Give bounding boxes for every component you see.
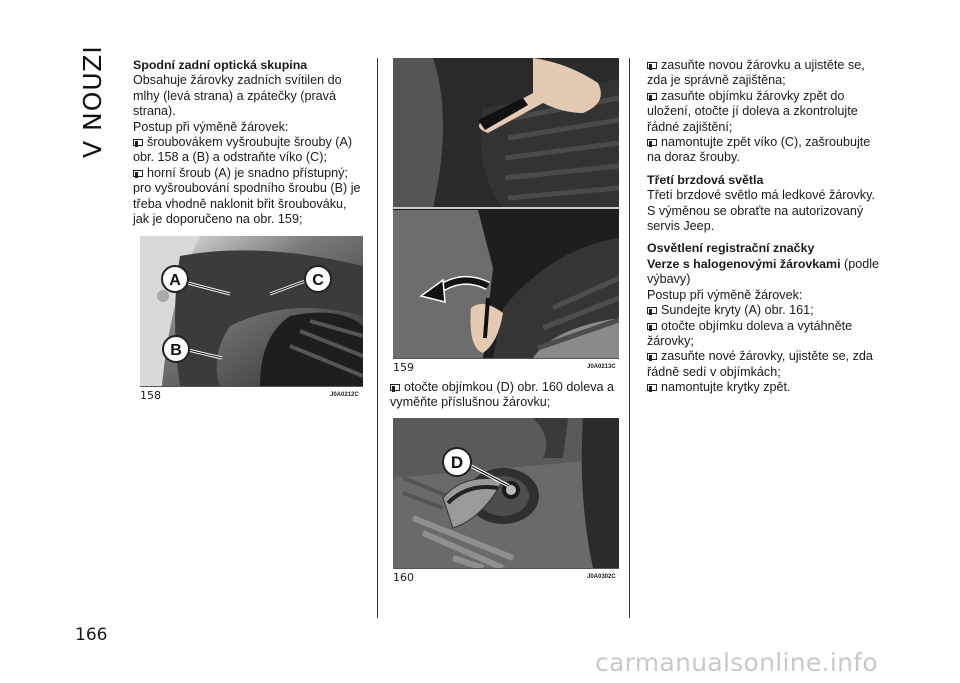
- text-line: zda je správně zajištěna;: [647, 73, 786, 88]
- text-line: otočte objímkou (D) obr. 160 doleva a: [404, 380, 615, 394]
- text-line: (podle: [840, 256, 880, 271]
- bullet-icon: [647, 384, 657, 391]
- text-line: řádné zajištění;: [647, 119, 733, 134]
- figure-158-photo: [140, 236, 363, 386]
- bullet-icon: [647, 353, 657, 360]
- text-line: výbavy): [647, 272, 691, 287]
- column-divider-2: [629, 58, 630, 618]
- text-line: otočte objímku doleva a vytáhněte: [661, 318, 853, 333]
- section-side-title: V NOUZI: [78, 45, 107, 158]
- bullet-icon: [647, 62, 657, 69]
- left-column: [133, 58, 369, 227]
- figure-160-photo: [393, 418, 619, 568]
- text-line: jak je doporučeno na obr. 159;: [133, 212, 303, 227]
- text-line: žárovky;: [647, 333, 694, 348]
- figure-rule: [393, 568, 619, 569]
- text-line: Obsahuje žárovky zadních svítilen do: [133, 73, 342, 88]
- text-line: strana).: [133, 104, 176, 119]
- text-line: Sundejte kryty (A) obr. 161;: [661, 303, 814, 318]
- text-line: Třetí brzdové světlo má ledkové žárovky.: [647, 188, 875, 203]
- text-line: obr. 158 a (B) a odstraňte víko (C);: [133, 150, 327, 165]
- column-divider-1: [377, 58, 378, 618]
- text-line: Postup při výměně žárovek:: [133, 119, 289, 134]
- bullet-icon: [647, 307, 657, 314]
- text-line: na doraz šrouby.: [647, 150, 740, 165]
- text-line: zasuňte novou žárovku a ujistěte se,: [661, 58, 865, 72]
- section-heading: Spodní zadní optická skupina: [133, 58, 308, 72]
- callout-d: D: [450, 453, 464, 472]
- text-line: uložení, otočte jí doleva a zkontrolujte: [647, 104, 858, 119]
- figure-158-number: 158: [140, 389, 161, 402]
- text-line: zasuňte nové žárovky, ujistěte se, zda: [661, 349, 873, 364]
- text-line: řádně sedí v objímkách;: [647, 364, 781, 379]
- bullet-icon: [390, 384, 400, 391]
- right-column: [647, 58, 897, 396]
- bullet-icon: [133, 139, 143, 146]
- text-line: pro vyšroubování spodního šroubu (B) je: [133, 181, 361, 196]
- text-line: namontujte zpět víko (C), zašroubujte: [661, 135, 871, 150]
- text-line: servis Jeep.: [647, 219, 715, 234]
- figure-rule: [393, 358, 619, 359]
- text-line: mlhy (levá strana) a zpátečky (pravá: [133, 88, 336, 103]
- figure-160-code: J0A0302C: [587, 574, 616, 580]
- figure-159-photo: [393, 58, 619, 358]
- section-heading: Třetí brzdová světla: [647, 172, 764, 187]
- text-line: Postup při výměně žárovek:: [647, 287, 803, 302]
- bullet-icon: [133, 170, 143, 177]
- text-line: S výměnou se obraťte na autorizovaný: [647, 203, 864, 218]
- text-line: zasuňte objímku žárovky zpět do: [661, 88, 845, 103]
- figure-159-code: J0A0213C: [587, 364, 616, 370]
- callout-b: B: [170, 342, 182, 359]
- page-number: 166: [75, 625, 108, 645]
- text-line: šroubovákem vyšroubujte šrouby (A): [147, 135, 353, 150]
- text-line: horní šroub (A) je snadno přístupný;: [147, 165, 348, 180]
- bullet-icon: [647, 323, 657, 330]
- bullet-icon: [647, 139, 657, 146]
- figure-rule: [140, 386, 363, 387]
- callout-a: A: [169, 272, 181, 289]
- middle-column-text: [390, 380, 626, 411]
- text-line: vyměňte příslušnou žárovku;: [390, 395, 551, 410]
- text-line: třeba vhodně naklonit břit šroubováku,: [133, 196, 347, 211]
- figure-159-number: 159: [393, 361, 414, 374]
- figure-160-number: 160: [393, 571, 414, 584]
- bullet-icon: [647, 93, 657, 100]
- callout-c: C: [312, 272, 324, 289]
- text-line: namontujte krytky zpět.: [661, 380, 791, 395]
- subheading: Verze s halogenovými žárovkami: [647, 256, 841, 271]
- watermark: carmanualsonline.info: [595, 648, 878, 677]
- section-heading: Osvětlení registrační značky: [647, 241, 815, 256]
- figure-158-code: J0A0212C: [330, 392, 359, 398]
